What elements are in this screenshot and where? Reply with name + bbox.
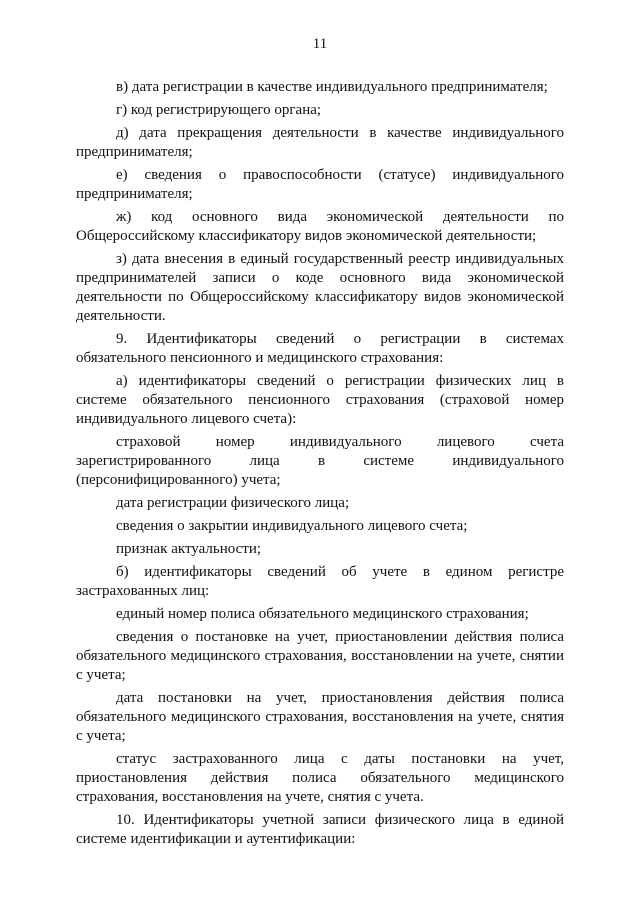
document-body (76, 78, 564, 853)
paragraph: дата регистрации физического лица; (116, 495, 350, 511)
paragraph: г) код регистрирующего органа; (116, 102, 322, 118)
paragraph: в) дата регистрации в качестве индивидуального предпринимателя; (116, 79, 548, 95)
paragraph: а) идентификаторы сведений о регистрации физических лиц в системе обязательного пенсионного страхования (страховой номер индивидуального лицевого счета): (76, 373, 564, 427)
page-number: 11 (312, 36, 328, 52)
paragraph: б) идентификаторы сведений об учете в едином регистре застрахованных лиц: (76, 564, 564, 599)
paragraph: статус застрахованного лица с даты постановки на учет, приостановления действия полиса обязательного медицинского страхования, восстановления на учете, снятия с учета. (76, 751, 564, 805)
paragraph: признак актуальности; (116, 541, 262, 557)
paragraph: ж) код основного вида экономической деятельности по Общероссийскому классификатору видов экономической деятельности; (76, 209, 564, 244)
paragraph: сведения о закрытии индивидуального лицевого счета; (116, 518, 468, 534)
paragraph: дата постановки на учет, приостановления действия полиса обязательного медицинского страхования, восстановления на учете, снятия с учета; (76, 690, 564, 744)
paragraph: страховой номер индивидуального лицевого счета зарегистрированного лица в системе индивидуального (персонифицированного) учета; (76, 434, 564, 488)
paragraph: 10. Идентификаторы учетной записи физического лица в единой системе идентификации и аутентификации: (76, 812, 564, 847)
paragraph: д) дата прекращения деятельности в качестве индивидуального предпринимателя; (76, 125, 564, 160)
paragraph: 9. Идентификаторы сведений о регистрации в системах обязательного пенсионного и медицинского страхования: (76, 331, 564, 366)
paragraph: единый номер полиса обязательного медицинского страхования; (116, 606, 529, 622)
paragraph: з) дата внесения в единый государственный реестр индивидуальных предпринимателей записи о коде основного вида экономической деятельности по Общероссийскому классификатору видов экономической деятельности. (76, 251, 564, 324)
paragraph: сведения о постановке на учет, приостановлении действия полиса обязательного медицинского страхования, восстановлении на учете, снятии с учета; (76, 629, 564, 683)
paragraph: е) сведения о правоспособности (статусе) индивидуального предпринимателя; (76, 167, 564, 202)
